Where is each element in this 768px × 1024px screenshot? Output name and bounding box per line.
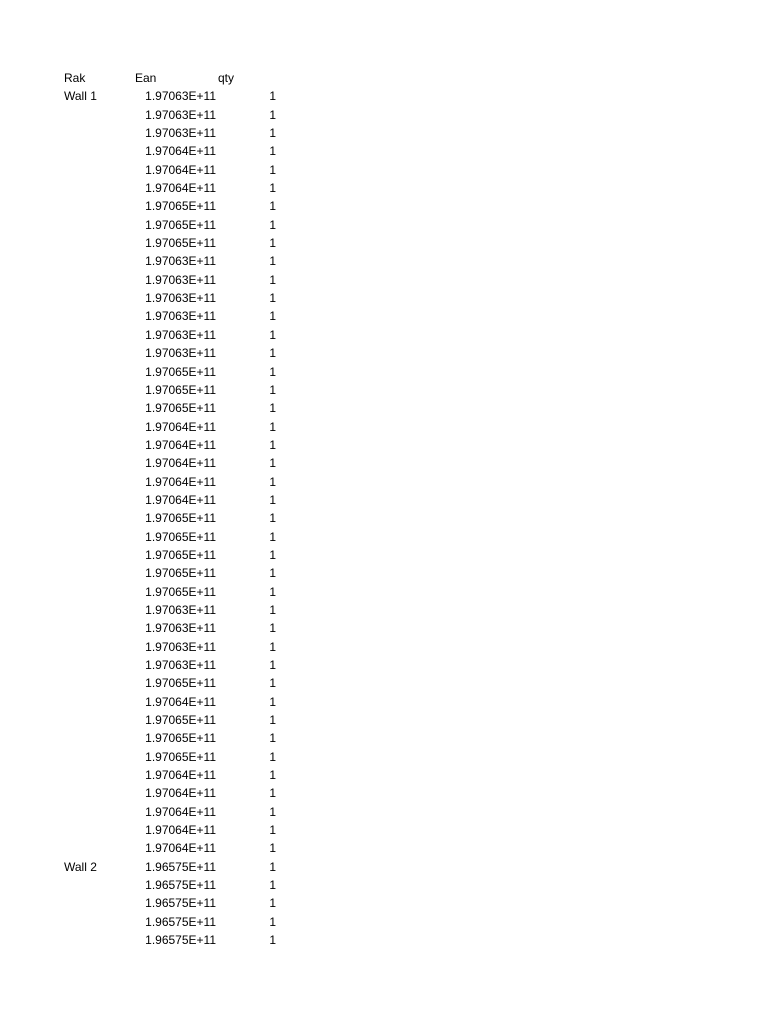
ean-cell: 1.96575E+11 [145, 859, 216, 874]
ean-cell: 1.97064E+11 [145, 823, 216, 838]
ean-cell: 1.97063E+11 [145, 291, 216, 306]
qty-cell: 1 [269, 254, 276, 269]
qty-cell: 1 [269, 126, 276, 141]
ean-cell: 1.97065E+11 [145, 566, 216, 581]
qty-cell: 1 [269, 199, 276, 214]
qty-cell: 1 [269, 419, 276, 434]
ean-cell: 1.97065E+11 [145, 364, 216, 379]
ean-cell: 1.97065E+11 [145, 529, 216, 544]
qty-cell: 1 [269, 382, 276, 397]
qty-cell: 1 [269, 694, 276, 709]
qty-cell: 1 [269, 859, 276, 874]
ean-cell: 1.97064E+11 [145, 419, 216, 434]
ean-cell: 1.96575E+11 [145, 914, 216, 929]
qty-cell: 1 [269, 437, 276, 452]
ean-cell: 1.97063E+11 [145, 254, 216, 269]
qty-cell: 1 [269, 749, 276, 764]
qty-cell: 1 [269, 786, 276, 801]
ean-cell: 1.96575E+11 [145, 896, 216, 911]
qty-cell: 1 [269, 933, 276, 948]
qty-cell: 1 [269, 602, 276, 617]
ean-cell: 1.97065E+11 [145, 749, 216, 764]
qty-cell: 1 [269, 327, 276, 342]
ean-cell: 1.97064E+11 [145, 474, 216, 489]
ean-cell: 1.97064E+11 [145, 786, 216, 801]
ean-cell: 1.97063E+11 [145, 658, 216, 672]
ean-cell: 1.97063E+11 [145, 309, 216, 324]
ean-cell: 1.97065E+11 [145, 401, 216, 416]
qty-cell: 1 [269, 162, 276, 177]
qty-cell: 1 [269, 547, 276, 562]
qty-cell: 1 [269, 309, 276, 324]
ean-cell: 1.96575E+11 [145, 933, 216, 948]
header-qty: qty [218, 71, 235, 85]
qty-cell: 1 [269, 878, 276, 893]
ean-cell: 1.96575E+11 [145, 878, 216, 893]
ean-cell: 1.97063E+11 [145, 346, 216, 361]
ean-cell: 1.97064E+11 [145, 456, 216, 471]
qty-cell: 1 [269, 896, 276, 911]
rak-cell: Wall 2 [64, 859, 97, 874]
qty-cell: 1 [269, 107, 276, 122]
ean-cell: 1.97064E+11 [145, 768, 216, 783]
ean-cell: 1.97065E+11 [145, 713, 216, 728]
ean-cell: 1.97063E+11 [145, 126, 216, 141]
qty-cell: 1 [269, 364, 276, 379]
qty-cell: 1 [269, 529, 276, 544]
ean-cell: 1.97063E+11 [145, 602, 216, 617]
ean-cell: 1.97065E+11 [145, 584, 216, 599]
qty-cell: 1 [269, 639, 276, 654]
qty-cell: 1 [269, 346, 276, 361]
ean-cell: 1.97063E+11 [145, 327, 216, 342]
ean-cell: 1.97064E+11 [145, 804, 216, 819]
ean-cell: 1.97064E+11 [145, 181, 216, 196]
qty-cell: 1 [269, 272, 276, 287]
ean-cell: 1.97065E+11 [145, 676, 216, 691]
qty-cell: 1 [269, 492, 276, 507]
ean-cell: 1.97064E+11 [145, 144, 216, 159]
ean-cell: 1.97063E+11 [145, 89, 216, 104]
qty-cell: 1 [269, 291, 276, 306]
ean-cell: 1.97065E+11 [145, 217, 216, 232]
qty-cell: 1 [269, 181, 276, 196]
qty-cell: 1 [269, 658, 276, 672]
qty-cell: 1 [269, 713, 276, 728]
qty-cell: 1 [269, 676, 276, 691]
ean-cell: 1.97065E+11 [145, 199, 216, 214]
ean-cell: 1.97063E+11 [145, 639, 216, 654]
qty-cell: 1 [269, 768, 276, 783]
qty-cell: 1 [269, 474, 276, 489]
ean-cell: 1.97064E+11 [145, 437, 216, 452]
ean-cell: 1.97063E+11 [145, 107, 216, 122]
qty-cell: 1 [269, 456, 276, 471]
qty-cell: 1 [269, 511, 276, 526]
qty-cell: 1 [269, 823, 276, 838]
qty-cell: 1 [269, 566, 276, 581]
qty-cell: 1 [269, 841, 276, 856]
qty-cell: 1 [269, 731, 276, 746]
header-ean: Ean [135, 71, 157, 85]
ean-cell: 1.97065E+11 [145, 382, 216, 397]
ean-cell: 1.97064E+11 [145, 492, 216, 507]
ean-cell: 1.97063E+11 [145, 272, 216, 287]
qty-cell: 1 [269, 914, 276, 929]
qty-cell: 1 [269, 89, 276, 104]
ean-cell: 1.97064E+11 [145, 694, 216, 709]
qty-cell: 1 [269, 804, 276, 819]
qty-cell: 1 [269, 401, 276, 416]
ean-cell: 1.97064E+11 [145, 841, 216, 856]
ean-cell: 1.97065E+11 [145, 731, 216, 746]
ean-cell: 1.97065E+11 [145, 511, 216, 526]
rak-cell: Wall 1 [64, 89, 97, 104]
ean-cell: 1.97064E+11 [145, 162, 216, 177]
ean-cell: 1.97065E+11 [145, 236, 216, 251]
qty-cell: 1 [269, 236, 276, 251]
ean-cell: 1.97065E+11 [145, 547, 216, 562]
header-rak: Rak [64, 71, 86, 85]
ean-cell: 1.97063E+11 [145, 621, 216, 636]
qty-cell: 1 [269, 217, 276, 232]
qty-cell: 1 [269, 584, 276, 599]
qty-cell: 1 [269, 144, 276, 159]
qty-cell: 1 [269, 621, 276, 636]
